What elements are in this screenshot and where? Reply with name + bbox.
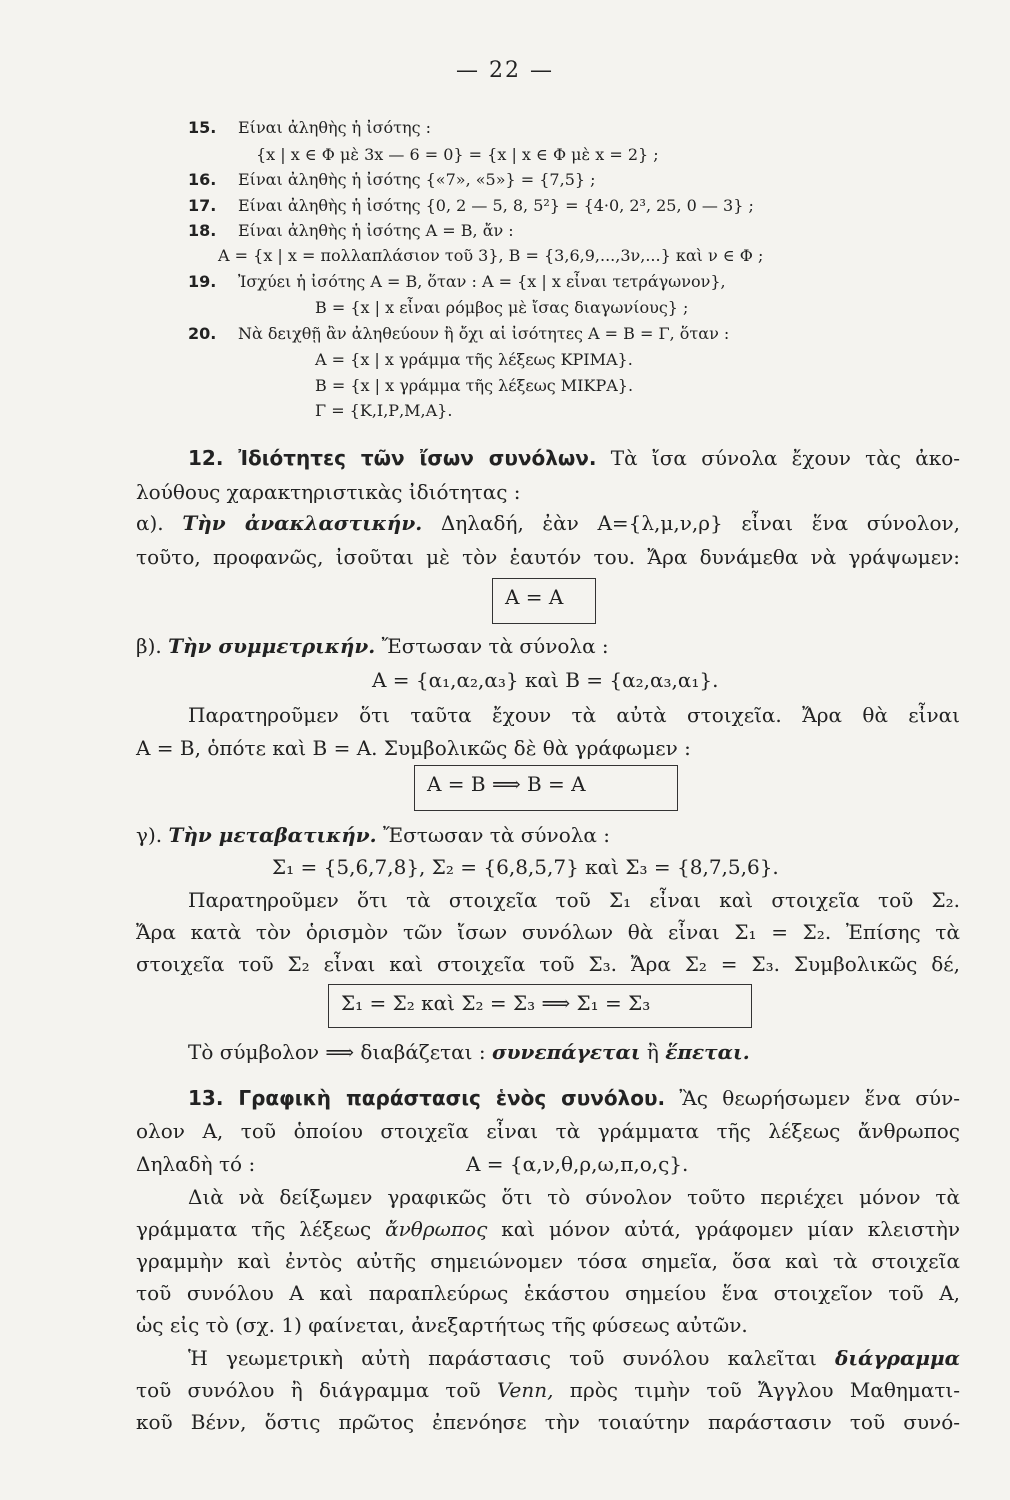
exercise-line: Είναι ἀληθὴς ἡ ἰσότης {«7», «5»} = {7,5} ; [238, 170, 596, 189]
emphasis: Venn, [496, 1378, 554, 1402]
property-a-line-2 [136, 547, 960, 567]
section-13-line-2 [136, 1121, 960, 1141]
exercise-20-line-3 [315, 376, 633, 395]
paragraph-text: πρὸς τιμὴν τοῦ Ἄγγλου Μαθηματι- [569, 1378, 961, 1402]
exercise-20-line-2 [315, 350, 633, 369]
emphasis: συνεπάγεται [491, 1040, 641, 1064]
exercise-line: Είναι ἀληθὴς ἡ ἰσότης {0, 2 — 5, 8, 5²} = {4·0, 2³, 25, 0 — 3} ; [238, 196, 754, 215]
section-13-line-8 [136, 1315, 748, 1335]
paragraph-text: Δηλαδὴ τό : [136, 1152, 256, 1176]
section-12-heading: 12. Ἰδιότητες τῶν ἴσων συνόλων. [188, 446, 597, 470]
exercise-line: Νὰ δειχθῇ ἂν ἀληθεύουν ἢ ὄχι αἱ ἰσότητες A = B = Γ, ὅταν : [238, 324, 730, 343]
section-13-heading-line [188, 1088, 960, 1108]
formula-box-symmetric [414, 765, 678, 811]
section-13-line-9 [188, 1348, 960, 1368]
paragraph-text: γραμμὴν καὶ ἐντὸς αὐτῆς σημειώνομεν τόσα σημεῖα, ὅσα καὶ τὰ στοιχεῖα [136, 1249, 960, 1273]
paragraph-text: τοῦ συνόλου A καὶ παραπλεύρως ἑκάστου σημείου ἕνα στοιχεῖον τοῦ A, [136, 1281, 960, 1305]
paragraph-text: Διὰ νὰ δείξωμεν γραφικῶς ὅτι τὸ σύνολον τοῦτο περιέχει μόνον τὰ [188, 1185, 960, 1209]
paragraph-text: Ἔστωσαν τὰ σύνολα : [382, 823, 611, 847]
section-13-line-4 [188, 1187, 960, 1207]
section-13-heading: 13. Γραφικὴ παράστασις ἑνὸς συνόλου. [188, 1086, 666, 1110]
paragraph-text: στοιχεῖα τοῦ Σ₂ εἶναι καὶ στοιχεῖα τοῦ Σ₃. Ἄρα Σ₂ = Σ₃. Συμβολικῶς δέ, [136, 952, 960, 976]
property-b-line-3 [188, 705, 960, 725]
exercise-18-line-2 [218, 246, 763, 265]
symbol-explanation [188, 1042, 750, 1062]
paragraph-text: κοῦ Βένν, ὅστις πρῶτος ἐπενόησε τὴν τοιαύτην παράστασιν τοῦ συνό- [136, 1410, 960, 1434]
paragraph-text: Τὸ σύμβολον ⟹ διαβάζεται : [188, 1040, 486, 1064]
exercise-line: Γ = {Κ,Ι,Ρ,Μ,Α}. [315, 401, 453, 420]
paragraph-text: γράμματα τῆς λέξεως [136, 1217, 372, 1241]
section-13-line-7 [136, 1283, 960, 1303]
page-number: — 22 — [456, 58, 554, 83]
section-13-line-5 [136, 1219, 960, 1239]
formula: Σ₁ = {5,6,7,8}, Σ₂ = {6,8,5,7} καὶ Σ₃ = {8,7,5,6}. [272, 855, 779, 879]
property-c-line-3 [188, 890, 960, 910]
emphasis: ἄνθρωπος [385, 1217, 488, 1241]
property-c-line [136, 825, 610, 845]
paragraph-text: Παρατηροῦμεν ὅτι ταῦτα ἔχουν τὰ αὐτὰ στοιχεῖα. Ἄρα θὰ εἶναι [188, 703, 960, 727]
paragraph-text: καὶ μόνον αὐτά, γράφομεν μίαν κλειστὴν [501, 1217, 960, 1241]
paragraph-text: Παρατηροῦμεν ὅτι τὰ στοιχεῖα τοῦ Σ₁ εἶναι καὶ στοιχεῖα τοῦ Σ₂. [188, 888, 960, 912]
exercise-line: A = {x | x = πολλαπλάσιον τοῦ 3}, B = {3,6,9,...,3ν,...} καὶ ν ∈ Φ ; [218, 246, 764, 265]
exercise-number: 15. [188, 118, 217, 137]
section-13-line-11 [136, 1412, 960, 1432]
paragraph-text: ὡς εἰς τὸ (σχ. 1) φαίνεται, ἀνεξαρτήτως τῆς φύσεως αὐτῶν. [136, 1313, 748, 1337]
exercise-number: 17. [188, 196, 217, 215]
formula: A = {α,ν,θ,ρ,ω,π,ο,ς}. [466, 1152, 689, 1176]
section-13-line-10 [136, 1380, 960, 1400]
property-label: β). [136, 634, 162, 658]
property-label: γ). [136, 823, 163, 847]
formula: A = {α₁,α₂,α₃} καὶ B = {α₂,α₃,α₁}. [372, 668, 719, 692]
paragraph-text: τοῦτο, προφανῶς, ἰσοῦται μὲ τὸν ἑαυτόν του. Ἄρα δυνάμεθα νὰ γράψωμεν: [136, 545, 960, 569]
property-c-line-4 [136, 922, 960, 942]
property-a-line [136, 513, 960, 533]
section-13-set [466, 1154, 688, 1174]
paragraph-text: ἢ [646, 1040, 659, 1064]
property-c-title: Τὴν μεταβατικήν. [168, 823, 377, 847]
formula-box-transitive [328, 984, 752, 1028]
formula-box-reflexive [492, 578, 596, 624]
exercise-line: {x | x ∈ Φ μὲ 3x — 6 = 0} = {x | x ∈ Φ μὲ x = 2} ; [256, 145, 659, 164]
section-12-line-2 [136, 482, 521, 502]
formula: A = A [505, 585, 564, 609]
paragraph-text: Δηλαδή, ἐὰν A={λ,μ,ν,ρ} εἶναι ἕνα σύνολον, [440, 511, 961, 535]
property-b-line-4 [136, 738, 691, 758]
paragraph-text: τοῦ συνόλου ἢ διάγραμμα τοῦ [136, 1378, 481, 1402]
paragraph-text: A = B, ὁπότε καὶ B = A. Συμβολικῶς δὲ θὰ γράφωμεν : [136, 736, 691, 760]
exercise-number: 19. [188, 272, 217, 291]
paragraph-text: ολον A, τοῦ ὁποίου στοιχεῖα εἶναι τὰ γράμματα τῆς λέξεως ἄνθρωπος [136, 1119, 960, 1143]
formula: Σ₁ = Σ₂ καὶ Σ₂ = Σ₃ ⟹ Σ₁ = Σ₃ [341, 991, 651, 1015]
exercise-15-line-2 [256, 145, 659, 164]
exercise-number: 20. [188, 324, 217, 343]
formula: A = B ⟹ B = A [427, 772, 586, 796]
section-13-line-3a [136, 1154, 255, 1174]
property-c-sets [272, 857, 779, 877]
exercise-line: Είναι ἀληθὴς ἡ ἰσότης : [238, 118, 432, 137]
property-a-title: Τὴν ἀνακλαστικήν. [182, 511, 423, 535]
emphasis: διάγραμμα [835, 1346, 961, 1370]
property-c-line-5 [136, 954, 960, 974]
emphasis: ἕπεται. [665, 1040, 750, 1064]
section-12-heading-line [188, 448, 960, 468]
exercise-line: B = {x | x γράμμα τῆς λέξεως ΜΙΚΡΑ}. [315, 376, 634, 395]
exercise-line: Ἰσχύει ἡ ἰσότης A = B, ὅταν : A = {x | x εἶναι τετράγωνον}, [238, 272, 726, 291]
paragraph-text: Ἔστωσαν τὰ σύνολα : [381, 634, 609, 658]
exercise-20-line-4 [315, 401, 452, 420]
paragraph-text: λούθους χαρακτηριστικὰς ἰδιότητας : [136, 480, 521, 504]
section-12-intro: Τὰ ἴσα σύνολα ἔχουν τὰς ἀκο- [610, 446, 961, 470]
paragraph-text: Ἂς θεωρήσωμεν ἕνα σύν- [679, 1086, 960, 1110]
exercise-19-line-2 [315, 298, 688, 317]
exercise-line: Είναι ἀληθὴς ἡ ἰσότης A = B, ἄν : [238, 221, 514, 240]
exercise-line: A = {x | x γράμμα τῆς λέξεως ΚΡΙΜΑ}. [315, 350, 633, 369]
exercise-line: B = {x | x εἶναι ρόμβος μὲ ἴσας διαγωνίους} ; [315, 298, 689, 317]
property-label: α). [136, 511, 164, 535]
section-13-line-6 [136, 1251, 960, 1271]
exercise-number: 16. [188, 170, 217, 189]
property-b-sets [372, 670, 718, 690]
exercise-number: 18. [188, 221, 217, 240]
property-b-line [136, 636, 609, 656]
paragraph-text: Ἡ γεωμετρικὴ αὐτὴ παράστασις τοῦ συνόλου καλεῖται [188, 1346, 817, 1370]
paragraph-text: Ἄρα κατὰ τὸν ὁρισμὸν τῶν ἴσων συνόλων θὰ εἶναι Σ₁ = Σ₂. Ἐπίσης τὰ [136, 920, 960, 944]
property-b-title: Τὴν συμμετρικήν. [168, 634, 376, 658]
